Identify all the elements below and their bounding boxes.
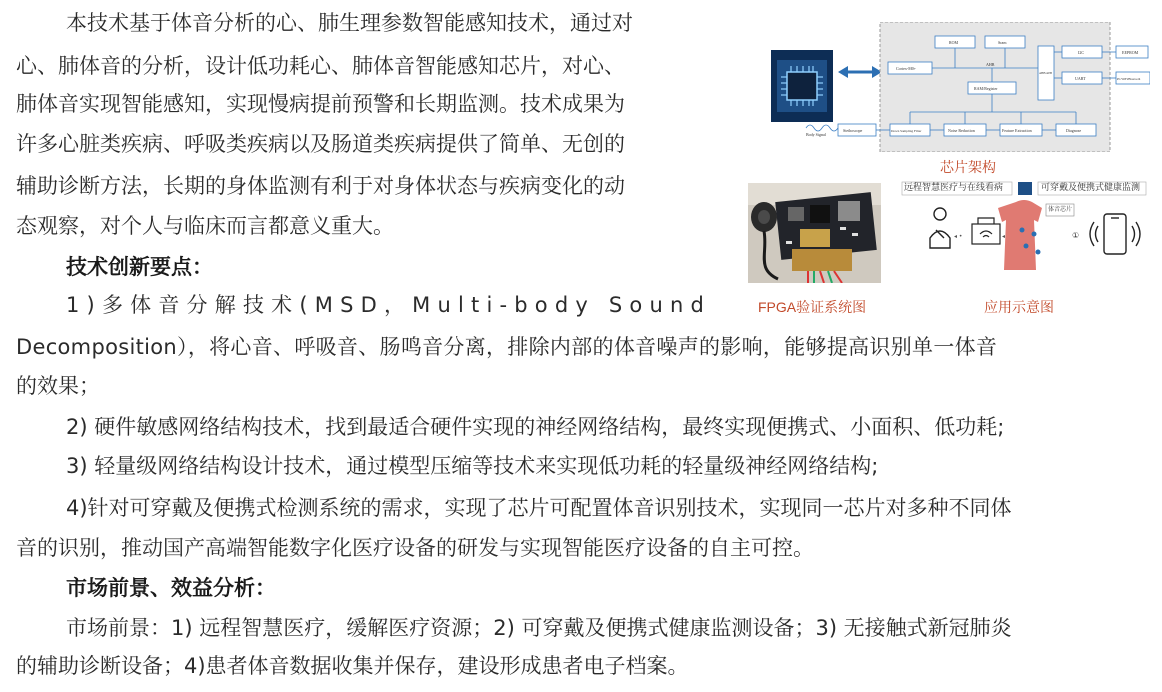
chip-architecture-caption: 芯片架构	[940, 159, 996, 175]
diagram-rom-label: ROM	[949, 40, 959, 45]
innovation-p2: 2) 硬件敏感网络结构技术，找到最适合硬件实现的神经网络结构，最终实现便携式、小面积、低功耗;	[66, 415, 1005, 439]
diagram-pc-label: PC/WiFi/Bluetooth	[1117, 77, 1141, 81]
market-line-1: 市场前景：1) 远程智慧医疗，缓解医疗资源；2) 可穿戴及便携式健康监测设备；3) 无接触式新冠肺炎	[66, 616, 1012, 640]
diagram-feature-extraction-label: Feature Extraction	[1002, 128, 1032, 133]
intro-line-3: 肺体音实现智能感知，实现慢病提前预警和长期监测。技术成果为	[16, 92, 625, 116]
diagram-ram-register-label: RAM/Register	[974, 86, 998, 91]
diagram-uart-label: UART	[1075, 76, 1086, 81]
application-caption: 应用示意图	[984, 299, 1054, 315]
fpga-photo	[748, 183, 881, 283]
diagram-cortex-label: Cortex-M0+	[896, 66, 917, 71]
diagram-sram-label: Sram	[998, 40, 1007, 45]
app-chip-tag: 体音芯片	[1048, 206, 1073, 213]
diagram-i2c-label: I2C	[1078, 50, 1084, 55]
svg-text:①: ①	[1072, 231, 1080, 240]
svg-text:◂: ◂	[1002, 233, 1006, 240]
innovation-p4-line-2: 音的识别，推动国产高端智能数字化医疗设备的研发与实现智能医疗设备的自主可控。	[16, 536, 814, 560]
intro-line-5: 辅助诊断方法，长期的身体监测有利于对身体状态与疾病变化的动	[16, 174, 625, 198]
innovation-p1-line-1: 1)多体音分解技术(MSD，Multi-body Sound	[66, 293, 712, 317]
innovation-p1-line-3: 的效果；	[16, 374, 100, 398]
diagram-diagnose-label: Diagnose	[1066, 128, 1082, 133]
innovation-p1-line-2: Decomposition），将心音、呼吸音、肠鸣音分离，排除内部的体音噪声的影响，能够提高识别单一体音	[16, 335, 998, 359]
intro-line-1: 本技术基于体音分析的心、肺生理参数智能感知技术，通过对	[66, 11, 633, 35]
diagram-ahb-label: AHB	[986, 62, 995, 67]
market-line-2: 的辅助诊断设备；4)患者体音数据收集并保存，建设形成患者电子档案。	[16, 654, 689, 678]
application-illustration	[900, 180, 1150, 284]
diagram-body-signal-label: Body Signal	[806, 132, 826, 137]
diagram-stethoscope-label: Stethoscope	[843, 128, 863, 133]
innovation-p3: 3) 轻量级网络结构设计技术，通过模型压缩等技术来实现低功耗的轻量级神经网络结构;	[66, 454, 879, 478]
chip-architecture-diagram	[800, 22, 1150, 152]
diagram-ahb-apb-label: AHB/APB	[1039, 71, 1053, 75]
intro-line-6: 态观察，对个人与临床而言都意义重大。	[16, 214, 394, 238]
innovation-p4-line-1: 4)针对可穿戴及便携式检测系统的需求，实现了芯片可配置体音识别技术，实现同一芯片对多种不同体	[66, 496, 1012, 520]
diagram-noise-reduction-label: Noise Reduction	[948, 128, 975, 133]
diagram-down-sampling-label: Down Sampling Filter	[891, 129, 922, 133]
svg-text:◂ •: ◂ •	[954, 233, 963, 240]
market-heading: 市场前景、效益分析：	[66, 576, 276, 600]
fpga-caption: FPGA验证系统图	[758, 299, 867, 315]
innovation-heading: 技术创新要点：	[66, 255, 213, 279]
diagram-eeprom-label: EEPROM	[1122, 50, 1139, 55]
intro-line-2: 心、肺体音的分析，设计低功耗心、肺体音智能感知芯片，对心、	[16, 54, 625, 78]
app-remote-label: 远程智慧医疗与在线看病	[904, 183, 1004, 193]
app-wearable-label: 可穿戴及便携式健康监测	[1041, 183, 1141, 193]
intro-line-4: 许多心脏类疾病、呼吸类疾病以及肠道类疾病提供了简单、无创的	[16, 132, 625, 156]
